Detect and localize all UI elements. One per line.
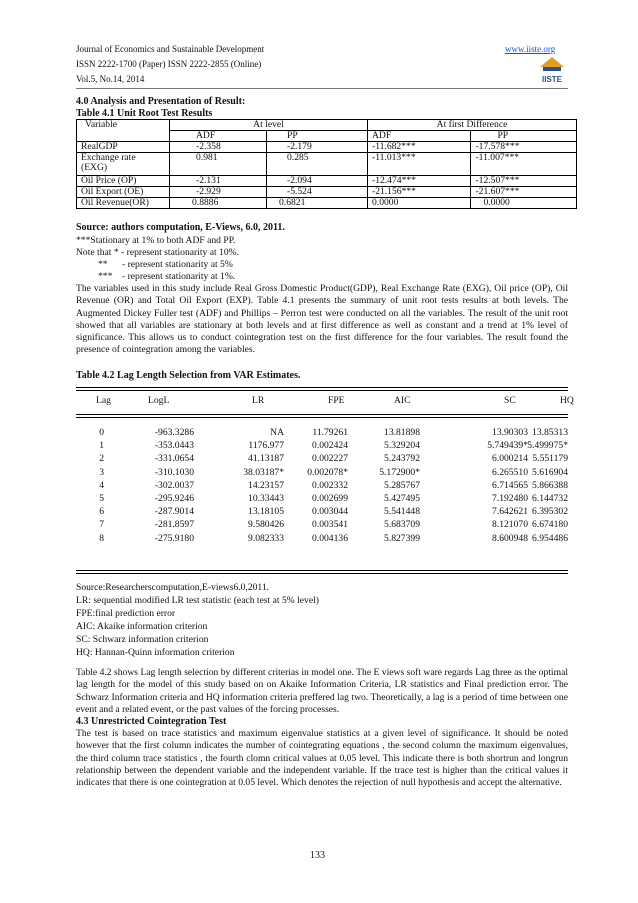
table-cell: -302.0037 [154, 479, 194, 491]
table-cell: -295.9246 [154, 493, 194, 504]
table-cell: 5.329204 [384, 440, 420, 452]
sub-adf-2: ADF [368, 131, 471, 142]
table-cell: 10.33443 [248, 493, 284, 504]
table-cell: 11.79261 [312, 427, 348, 438]
table42-note: FPE:final prediction error [76, 608, 176, 619]
table-cell: 6 [99, 506, 104, 518]
table-row: Oil Price (OP) -2.131 -2.094 -12.474*** -12.507*** [77, 176, 577, 187]
paragraph-1: The variables used in this study include Real Gross Domestic Product(GDP), Real Exchange Rate (EXG), Oil price (OP), Oil Revenue (OR) and Total Oil Export (EXP). Table 4.1 presents the summary of unit root tests results at both levels. The Augmented Dickey Fuller test (ADF) and Phillips – Perron test were conducted on all the variables. The result of the unit root showed that all variables are stationary at both levels and at first difference as well as constant and a trend at 1% level of significance. This allows us to conduct cointegration test on the first difference for the four variables. The result found the presence of cointegration among the variables. [76, 283, 568, 356]
table-rule-bottom [76, 570, 568, 574]
sub-pp-2: PP [471, 131, 577, 142]
table-cell: 5.749439* [487, 440, 528, 452]
table-cell: 2 [99, 453, 104, 465]
table-cell: 5.551179 [532, 453, 568, 465]
table42-note: HQ: Hannan-Quinn information criterion [76, 647, 235, 658]
table-cell: 13.90303 [492, 427, 528, 438]
table-cell: 0.003044 [312, 506, 348, 518]
volume-line: Vol.5, No.14, 2014 [76, 74, 145, 84]
table-row: Oil Export (OE) -2.929 -5.524 -21.156*** -21.607*** [77, 187, 577, 198]
group-level-header: At level [170, 120, 368, 131]
table-cell: 9.082333 [248, 532, 284, 544]
table-cell: 5.683709 [384, 519, 420, 531]
table-cell: 0 [99, 427, 104, 438]
table-cell: 8.600948 [492, 532, 528, 544]
table-cell: 0.002078* [307, 466, 348, 478]
col-header: FPE [328, 395, 345, 406]
table-cell: 3 [99, 466, 104, 478]
table-cell: 5.172900* [379, 466, 420, 478]
table-header-row [77, 120, 577, 131]
table42-note: AIC: Akaike information criterion [76, 621, 208, 632]
table42-note: SC: Schwarz information criterion [76, 634, 209, 645]
table-cell: 13.81898 [384, 427, 420, 438]
table-cell: 6.144732 [532, 493, 568, 504]
header-rule [76, 88, 568, 89]
table-cell: -963.3286 [154, 427, 194, 438]
table-row: RealGDP -2.358 -2.179 -11.682*** -17.578*** [77, 142, 577, 153]
table-cell: NA [270, 427, 284, 438]
table42-note: LR: sequential modified LR test statistic (each test at 5% level) [76, 595, 319, 606]
table-cell: 7.642621 [492, 506, 528, 518]
table41-title: Table 4.1 Unit Root Test Results [76, 108, 213, 119]
page-number: 133 [310, 850, 325, 861]
table-cell: 13.85313 [532, 427, 568, 438]
col-header: HQ [560, 395, 574, 406]
table42-note: Source:Researcherscomputation,E-views6.0,2011. [76, 582, 270, 593]
table-cell: 6.265510 [492, 466, 528, 478]
col-header: AIC [394, 395, 411, 406]
issn-line: ISSN 2222-1700 (Paper) ISSN 2222-2855 (Online) [76, 59, 262, 69]
table-cell: 0.002424 [312, 440, 348, 452]
table-cell: -310.1030 [154, 466, 194, 478]
table-cell: 14.23157 [248, 479, 284, 491]
table41-source: Source: authors computation, E-Views, 6.0, 2011. [76, 222, 285, 233]
journal-url-link[interactable]: www.iiste.org [505, 44, 556, 54]
table-cell: 5.499975* [527, 440, 568, 452]
table-cell: 6.674180 [532, 519, 568, 531]
table-row: Oil Revenue(OR) 0.8886 0.6821 0.0000 0.0000 [77, 198, 577, 209]
iiste-logo-icon [536, 55, 568, 85]
table-cell: 5.541448 [384, 506, 420, 518]
table-cell: 6.954486 [532, 532, 568, 544]
logo-text: IISTE [541, 75, 563, 84]
table-cell: -281.8597 [154, 519, 194, 531]
table-cell: 8.121070 [492, 519, 528, 531]
table-cell: 5.243792 [384, 453, 420, 465]
paragraph-3: The test is based on trace statistics and maximum eigenvalue statistics at a given level of significance. It should be noted however that the first column indicates the number of cointegrating equations , the second column the maximum eigenvalues, the third column trace statistics , the fourth clomn critical values at 0.05 level. This indicate there is both shortrun and longrun relationship between the dependent variable and the independent variable. If the trace test is higher than the critical values it indicates that there is one cointegration at 0.05 level. Which denotes the rejection of null hypothesis and accept the alternative. [76, 728, 568, 789]
table-cell: 5.427495 [384, 493, 420, 504]
note-line: ***Stationary at 1% to both ADF and PP. [76, 235, 236, 246]
table-cell: -353.0443 [154, 440, 194, 452]
col-header: Lag [96, 395, 111, 406]
table-cell: 9.580426 [248, 519, 284, 531]
table-cell: 5.827399 [384, 532, 420, 544]
table-subheader-row [77, 131, 577, 142]
table-cell: 13.18105 [248, 506, 284, 518]
table-cell: 5.866388 [532, 479, 568, 491]
journal-title: Journal of Economics and Sustainable Development [76, 44, 265, 54]
section-43-title: 4.3 Unrestricted Cointegration Test [76, 716, 227, 727]
table-cell: 6.714565 [492, 479, 528, 491]
iiste-logo [536, 55, 568, 85]
note-line: *** - represent stationarity at 1%. [98, 271, 236, 282]
col-header: SC [504, 395, 516, 406]
table-rule-header [76, 414, 568, 418]
table42-title: Table 4.2 Lag Length Selection from VAR Estimates. [76, 370, 301, 381]
note-line: ** - represent stationarity at 5% [98, 259, 233, 270]
col-header: LogL [148, 395, 170, 406]
table-cell: 0.002699 [312, 493, 348, 504]
paragraph-2: Table 4.2 shows Lag length selection by different criterias in model one. The E views soft ware regards Lag three as the optimal lag length for the model of this study based on on Akaike Information Criteria, LR statistics and Final prediction error. The Schwarz Information criteria and HQ information criteria preffered lag two. Theoretically, a lag is a period of time between one event and a related event, or the past values of the forcing processes. [76, 667, 568, 715]
table-cell: 38.03187* [243, 466, 284, 478]
table-cell: 0.003541 [312, 519, 348, 531]
table-cell: 1 [99, 440, 104, 452]
table-cell: 5 [99, 493, 104, 504]
table-cell: 7.192480 [492, 493, 528, 504]
unit-root-table [76, 119, 577, 209]
sub-pp-1: PP [267, 131, 368, 142]
col-variable-header: Variable [77, 120, 170, 131]
table-cell: 4 [99, 479, 104, 491]
group-diff-header: At first Difference [368, 120, 577, 131]
table-cell: 41.13187 [248, 453, 284, 465]
table-cell: 0.004136 [312, 532, 348, 544]
table-cell: 5.285767 [384, 479, 420, 491]
table-cell: 7 [99, 519, 104, 531]
note-line: Note that * - represent stationarity at 10%. [76, 247, 240, 258]
col-header: LR [252, 395, 265, 406]
table-cell: 8 [99, 532, 104, 544]
section-title: 4.0 Analysis and Presentation of Result: [76, 96, 246, 107]
table-row: Exchange rate (EXG) 0.981 0.285 -11.013*** -11.007*** [77, 153, 577, 176]
table-cell: 6.000214 [492, 453, 528, 465]
table-cell: 0.002227 [312, 453, 348, 465]
table-cell: 6.395302 [532, 506, 568, 518]
table-cell: 1176.977 [248, 440, 284, 452]
table-cell: 5.616904 [532, 466, 568, 478]
table-cell: -331.0654 [154, 453, 194, 465]
table-rule-top [76, 387, 568, 391]
sub-adf-1: ADF [170, 131, 267, 142]
table-cell: -287.9014 [154, 506, 194, 518]
table-cell: 0.002332 [312, 479, 348, 491]
journal-url[interactable] [505, 44, 555, 55]
table-cell: -275.9180 [154, 532, 194, 544]
